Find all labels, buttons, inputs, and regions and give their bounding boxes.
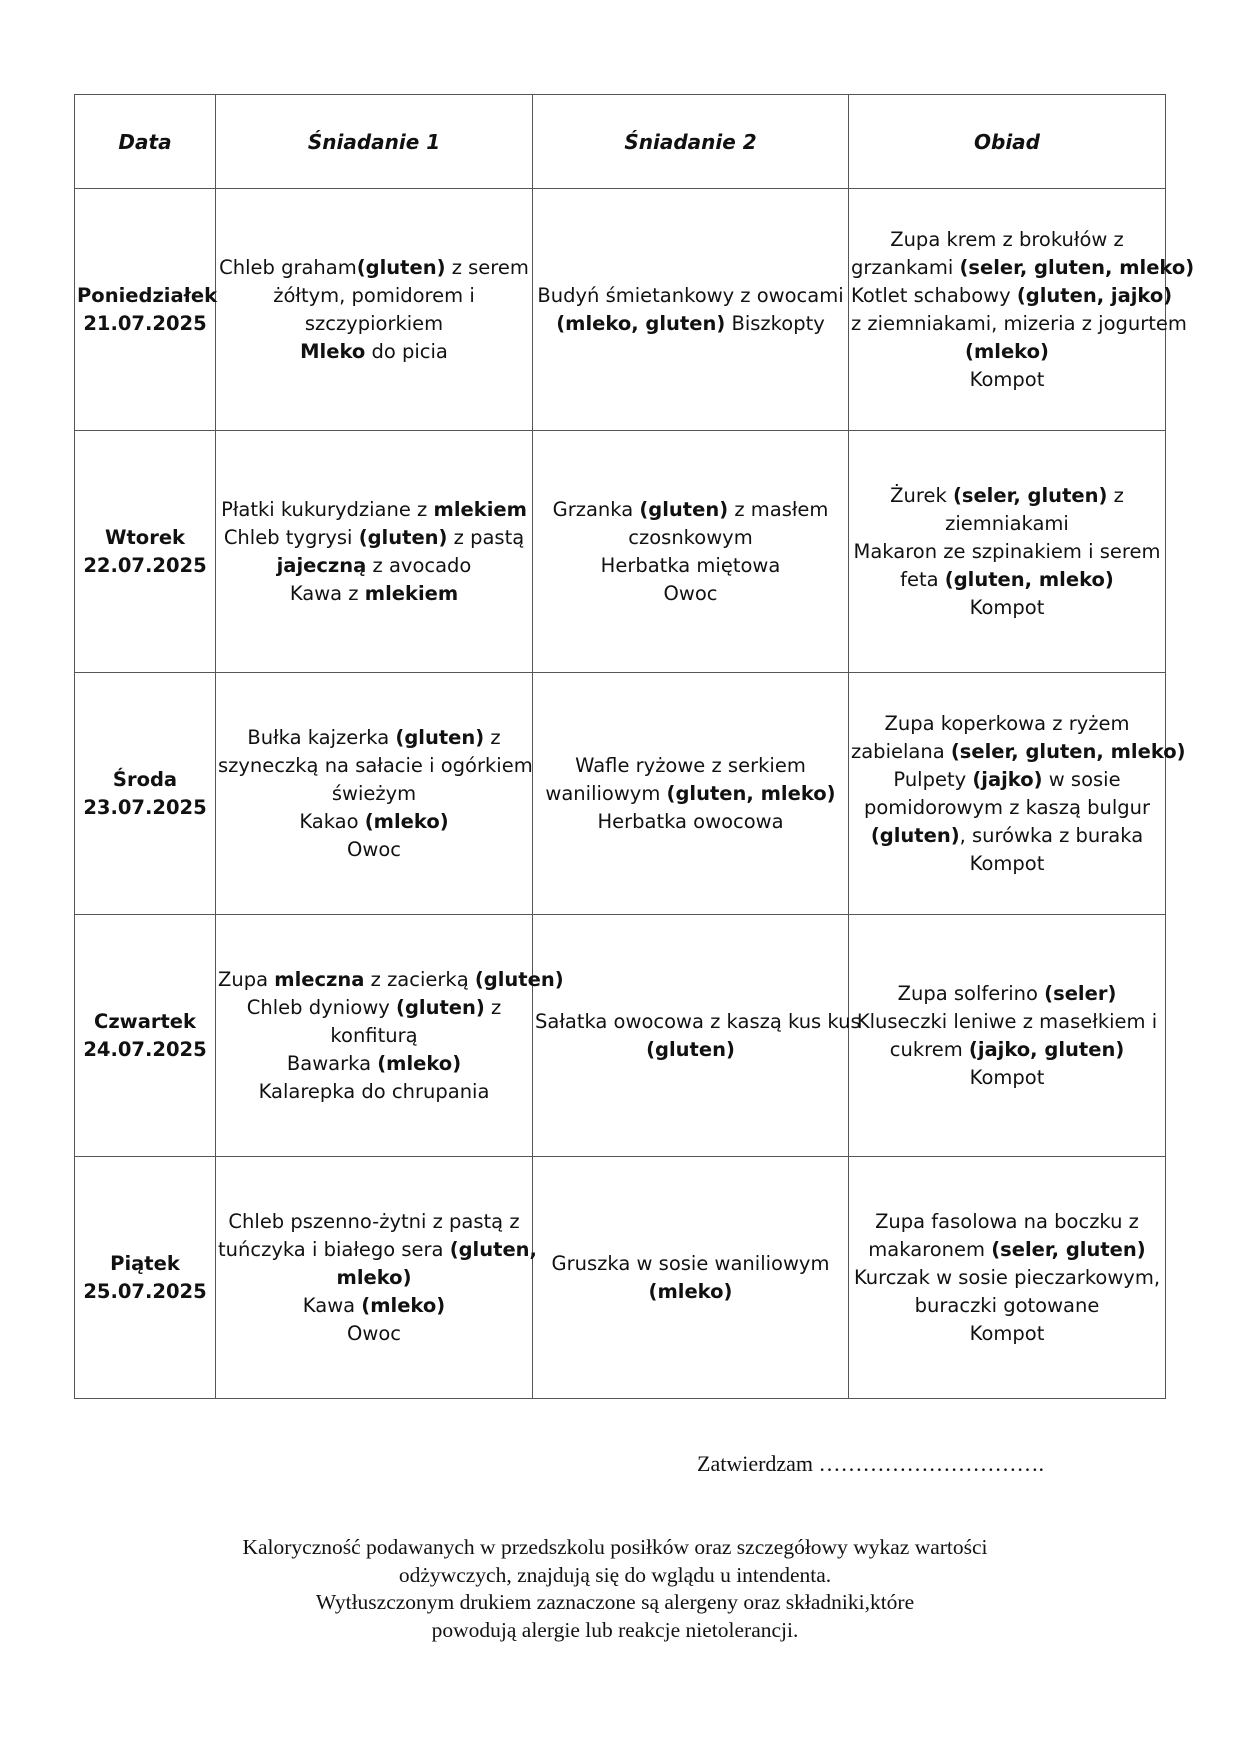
breakfast2-cell: [533, 1157, 849, 1399]
meal-line: [535, 524, 846, 552]
meal-text: z masłem: [728, 497, 829, 521]
meal-text: Chleb pszenno-żytni z pastą z: [228, 1209, 520, 1233]
meal-line: [851, 980, 1163, 1008]
allergen-text: jajeczną: [276, 553, 367, 577]
meal-text: szczypiorkiem: [304, 311, 444, 335]
meal-text: do picia: [365, 339, 448, 363]
breakfast1-cell: [216, 915, 564, 1157]
meal-text: Herbatka miętowa: [600, 553, 781, 577]
breakfast1-cell: [216, 189, 533, 431]
meal-text: z serem: [445, 255, 529, 279]
allergen-footnote: [160, 1534, 1070, 1644]
meal-line: [851, 226, 1163, 254]
meal-text: Płatki kukurydziane z: [221, 497, 434, 521]
header-breakfast-1: Śniadanie 1: [216, 95, 533, 189]
meal-line: [535, 1008, 861, 1036]
meal-line: [851, 1236, 1163, 1264]
meal-line: [218, 1022, 530, 1050]
meal-text: Kompot: [969, 1321, 1045, 1345]
meal-line: [218, 310, 530, 338]
meal-text: cukrem: [889, 1037, 969, 1061]
meal-line: [218, 1320, 530, 1348]
allergen-text: Mleko: [300, 339, 366, 363]
allergen-text: (seler, gluten): [952, 483, 1108, 507]
meal-line: [535, 282, 846, 310]
meal-line: [218, 1050, 530, 1078]
meal-text: konfiturą: [330, 1023, 418, 1047]
allergen-text: (gluten): [474, 967, 564, 991]
meal-text: Kalarepka do chrupania: [258, 1079, 490, 1103]
meal-text: feta: [900, 567, 945, 591]
meal-line: [851, 566, 1163, 594]
meal-line: [851, 1064, 1163, 1092]
day-name: Czwartek: [94, 1009, 196, 1033]
menu-row: [75, 431, 1166, 673]
meal-text: , surówka z buraka: [959, 823, 1144, 847]
meal-line: [851, 594, 1163, 622]
meal-line: [218, 1078, 530, 1106]
allergen-text: (seler, gluten, mleko): [950, 739, 1186, 763]
allergen-text: (gluten, mleko): [944, 567, 1114, 591]
lunch-cell: [849, 189, 1195, 431]
meal-text: szyneczką na sałacie i ogórkiem: [218, 753, 533, 777]
meal-text: tuńczyka i białego sera: [218, 1237, 450, 1261]
meal-line: [218, 994, 530, 1022]
meal-text: Gruszka w sosie waniliowym: [551, 1251, 830, 1275]
meal-text: z pastą: [447, 525, 525, 549]
meal-line: [218, 836, 530, 864]
day-name: Piątek: [110, 1251, 180, 1275]
meal-text: świeżym: [331, 781, 417, 805]
breakfast2-cell: [533, 431, 849, 673]
meal-text: Owoc: [347, 1321, 401, 1345]
meal-text: z avocado: [366, 553, 472, 577]
meal-line: [218, 808, 530, 836]
meal-line: [218, 1264, 530, 1292]
meal-line: [851, 538, 1163, 566]
meal-text: Chleb tygrysi: [223, 525, 359, 549]
lunch-cell: [849, 915, 1166, 1157]
lunch-cell: [849, 673, 1186, 915]
lunch-cell: [849, 431, 1166, 673]
meal-text: Żurek: [890, 483, 953, 507]
breakfast2-cell: [533, 673, 849, 915]
day-cell: [75, 189, 216, 431]
meal-line: [535, 552, 846, 580]
allergen-text: (gluten, jajko): [1016, 283, 1173, 307]
meal-text: Kompot: [969, 367, 1045, 391]
meal-line: [218, 282, 530, 310]
footnote-line: Kaloryczność podawanych w przedszkolu posiłków oraz szczegółowy wykaz wartości: [242, 1535, 988, 1559]
meal-line: [851, 794, 1163, 822]
meal-line: [535, 780, 846, 808]
allergen-text: (seler, gluten): [991, 1237, 1146, 1261]
meal-text: Pulpety: [893, 767, 973, 791]
meal-text: żółtym, pomidorem i: [273, 283, 475, 307]
day-cell: [75, 1157, 216, 1399]
meal-line: [218, 552, 530, 580]
meal-line: [218, 966, 564, 994]
meal-text: Herbatka owocowa: [597, 809, 784, 833]
allergen-text: mleczna: [274, 967, 365, 991]
meal-text: Kompot: [969, 1065, 1045, 1089]
allergen-text: mlekiem: [364, 581, 459, 605]
meal-text: Chleb dyniowy: [246, 995, 397, 1019]
breakfast1-cell: [216, 673, 533, 915]
allergen-text: (mleko): [364, 809, 449, 833]
allergen-text: (gluten): [358, 525, 448, 549]
meal-line: [851, 482, 1163, 510]
header-date: Data: [75, 95, 216, 189]
allergen-text: (seler, gluten, mleko): [959, 255, 1195, 279]
lunch-cell: [849, 1157, 1166, 1399]
menu-row: [75, 915, 1166, 1157]
meal-text: Kotlet schabowy: [851, 283, 1017, 307]
meal-line: [218, 780, 530, 808]
meal-text: grzankami: [851, 255, 960, 279]
meal-text: Kakao: [299, 809, 365, 833]
allergen-text: mlekiem: [433, 497, 527, 521]
meal-text: Kluseczki leniwe z masełkiem i: [856, 1009, 1158, 1033]
allergen-text: (mleko): [648, 1279, 733, 1303]
allergen-text: (mleko): [361, 1293, 446, 1317]
allergen-text: (mleko, gluten): [556, 311, 726, 335]
menu-row: [75, 1157, 1166, 1399]
allergen-text: (gluten): [395, 725, 485, 749]
header-row: [75, 95, 1166, 189]
meal-line: [851, 1320, 1163, 1348]
approval-signature-line: Zatwierdzam ………………………….: [697, 1451, 1045, 1476]
meal-line: [851, 366, 1163, 394]
meal-text: Makaron ze szpinakiem i serem: [853, 539, 1161, 563]
meal-text: w sosie: [1042, 767, 1121, 791]
meal-text: zabielana: [851, 739, 951, 763]
allergen-text: (gluten): [639, 497, 729, 521]
allergen-text: (gluten,: [449, 1237, 537, 1261]
meal-text: Wafle ryżowe z serkiem: [575, 753, 806, 777]
day-date: 24.07.2025: [83, 1037, 207, 1061]
day-name: Środa: [112, 767, 178, 791]
meal-text: buraczki gotowane: [914, 1293, 1100, 1317]
meal-text: Sałatka owocowa z kaszą kus kus: [535, 1009, 861, 1033]
meal-text: ziemniakami: [945, 511, 1069, 535]
meal-text: Bawarka: [286, 1051, 378, 1075]
meal-text: waniliowym: [545, 781, 667, 805]
meal-line: [218, 1208, 530, 1236]
header-breakfast-2: Śniadanie 2: [533, 95, 849, 189]
meal-line: [851, 254, 1195, 282]
allergen-text: (jajko): [972, 767, 1043, 791]
header-lunch: Obiad: [849, 95, 1166, 189]
footnote-line: powodują alergie lub reakcje nietolerancji.: [431, 1617, 799, 1642]
meal-text: czosnkowym: [628, 525, 753, 549]
allergen-text: (seler): [1044, 981, 1117, 1005]
menu-row: [75, 673, 1166, 915]
day-cell: [75, 431, 216, 673]
meal-line: [218, 1292, 530, 1320]
meal-line: [851, 338, 1163, 366]
meal-text: Kompot: [969, 595, 1045, 619]
day-date: 25.07.2025: [83, 1279, 207, 1303]
meal-text: Chleb graham: [219, 255, 357, 279]
meal-text: Grzanka: [552, 497, 640, 521]
allergen-text: (jajko, gluten): [968, 1037, 1125, 1061]
meal-text: Budyń śmietankowy z owocami: [537, 283, 844, 307]
allergen-text: (gluten): [356, 255, 446, 279]
meal-text: Kurczak w sosie pieczarkowym,: [853, 1265, 1161, 1289]
allergen-text: (gluten): [396, 995, 485, 1019]
meal-line: [218, 496, 530, 524]
meal-line: [851, 822, 1163, 850]
allergen-text: (mleko): [377, 1051, 462, 1075]
meal-line: [535, 580, 846, 608]
day-name: Poniedziałek: [77, 283, 218, 307]
meal-text: Zupa solferino: [897, 981, 1045, 1005]
meal-text: Owoc: [663, 581, 718, 605]
meal-line: [535, 1278, 846, 1306]
day-cell: [75, 915, 216, 1157]
meal-line: [535, 1250, 846, 1278]
allergen-text: (gluten, mleko): [666, 781, 836, 805]
meal-line: [218, 1236, 537, 1264]
meal-text: Bułka kajzerka: [247, 725, 396, 749]
breakfast1-cell: [216, 431, 533, 673]
meal-line: [218, 752, 533, 780]
meal-line: [851, 310, 1187, 338]
meal-text: Zupa koperkowa z ryżem: [884, 711, 1130, 735]
meal-text: Kawa: [302, 1293, 362, 1317]
meal-text: z: [484, 995, 502, 1019]
weekly-menu-table: [74, 94, 1195, 1399]
meal-line: [535, 808, 846, 836]
meal-text: Zupa krem z brokułów z: [890, 227, 1124, 251]
meal-text: Biszkopty: [725, 311, 825, 335]
meal-line: [535, 310, 846, 338]
allergen-text: (gluten): [870, 823, 960, 847]
meal-line: [851, 766, 1163, 794]
meal-text: Zupa fasolowa na boczku z: [875, 1209, 1139, 1233]
meal-line: [851, 1008, 1163, 1036]
meal-line: [218, 338, 530, 366]
menu-row: [75, 189, 1166, 431]
meal-text: z ziemniakami, mizeria z jogurtem: [851, 311, 1187, 335]
meal-line: [218, 254, 530, 282]
meal-line: [851, 1036, 1163, 1064]
meal-line: [218, 524, 530, 552]
meal-text: Kompot: [969, 851, 1045, 875]
breakfast1-cell: [216, 1157, 537, 1399]
allergen-text: (gluten): [646, 1037, 735, 1061]
meal-line: [851, 1264, 1163, 1292]
breakfast2-cell: [533, 189, 849, 431]
meal-line: [535, 496, 846, 524]
meal-line: [218, 580, 530, 608]
day-cell: [75, 673, 216, 915]
footnote-line: odżywczych, znajdują się do wglądu u intendenta.: [398, 1562, 832, 1587]
meal-line: [851, 1292, 1163, 1320]
breakfast2-cell: [533, 915, 861, 1157]
meal-text: Kawa z: [289, 581, 365, 605]
meal-text: z: [484, 725, 501, 749]
day-date: 22.07.2025: [83, 553, 207, 577]
meal-text: z: [1107, 483, 1124, 507]
meal-text: makaronem: [868, 1237, 992, 1261]
meal-line: [851, 282, 1173, 310]
meal-line: [535, 752, 846, 780]
allergen-text: mleko): [336, 1265, 412, 1289]
meal-line: [535, 1036, 846, 1064]
footnote-line: Wytłuszczonym drukiem zaznaczone są alergeny oraz składniki,które: [315, 1590, 915, 1614]
meal-line: [851, 738, 1186, 766]
meal-line: [851, 850, 1163, 878]
meal-line: [851, 710, 1163, 738]
meal-text: z zacierką: [364, 967, 475, 991]
day-date: 21.07.2025: [83, 311, 207, 335]
meal-text: Zupa: [218, 967, 275, 991]
meal-line: [218, 724, 530, 752]
day-name: Wtorek: [104, 525, 186, 549]
meal-text: Owoc: [347, 837, 401, 861]
meal-line: [851, 1208, 1163, 1236]
meal-line: [851, 510, 1163, 538]
allergen-text: (mleko): [965, 339, 1049, 363]
meal-text: pomidorowym z kaszą bulgur: [863, 795, 1151, 819]
day-date: 23.07.2025: [83, 795, 207, 819]
